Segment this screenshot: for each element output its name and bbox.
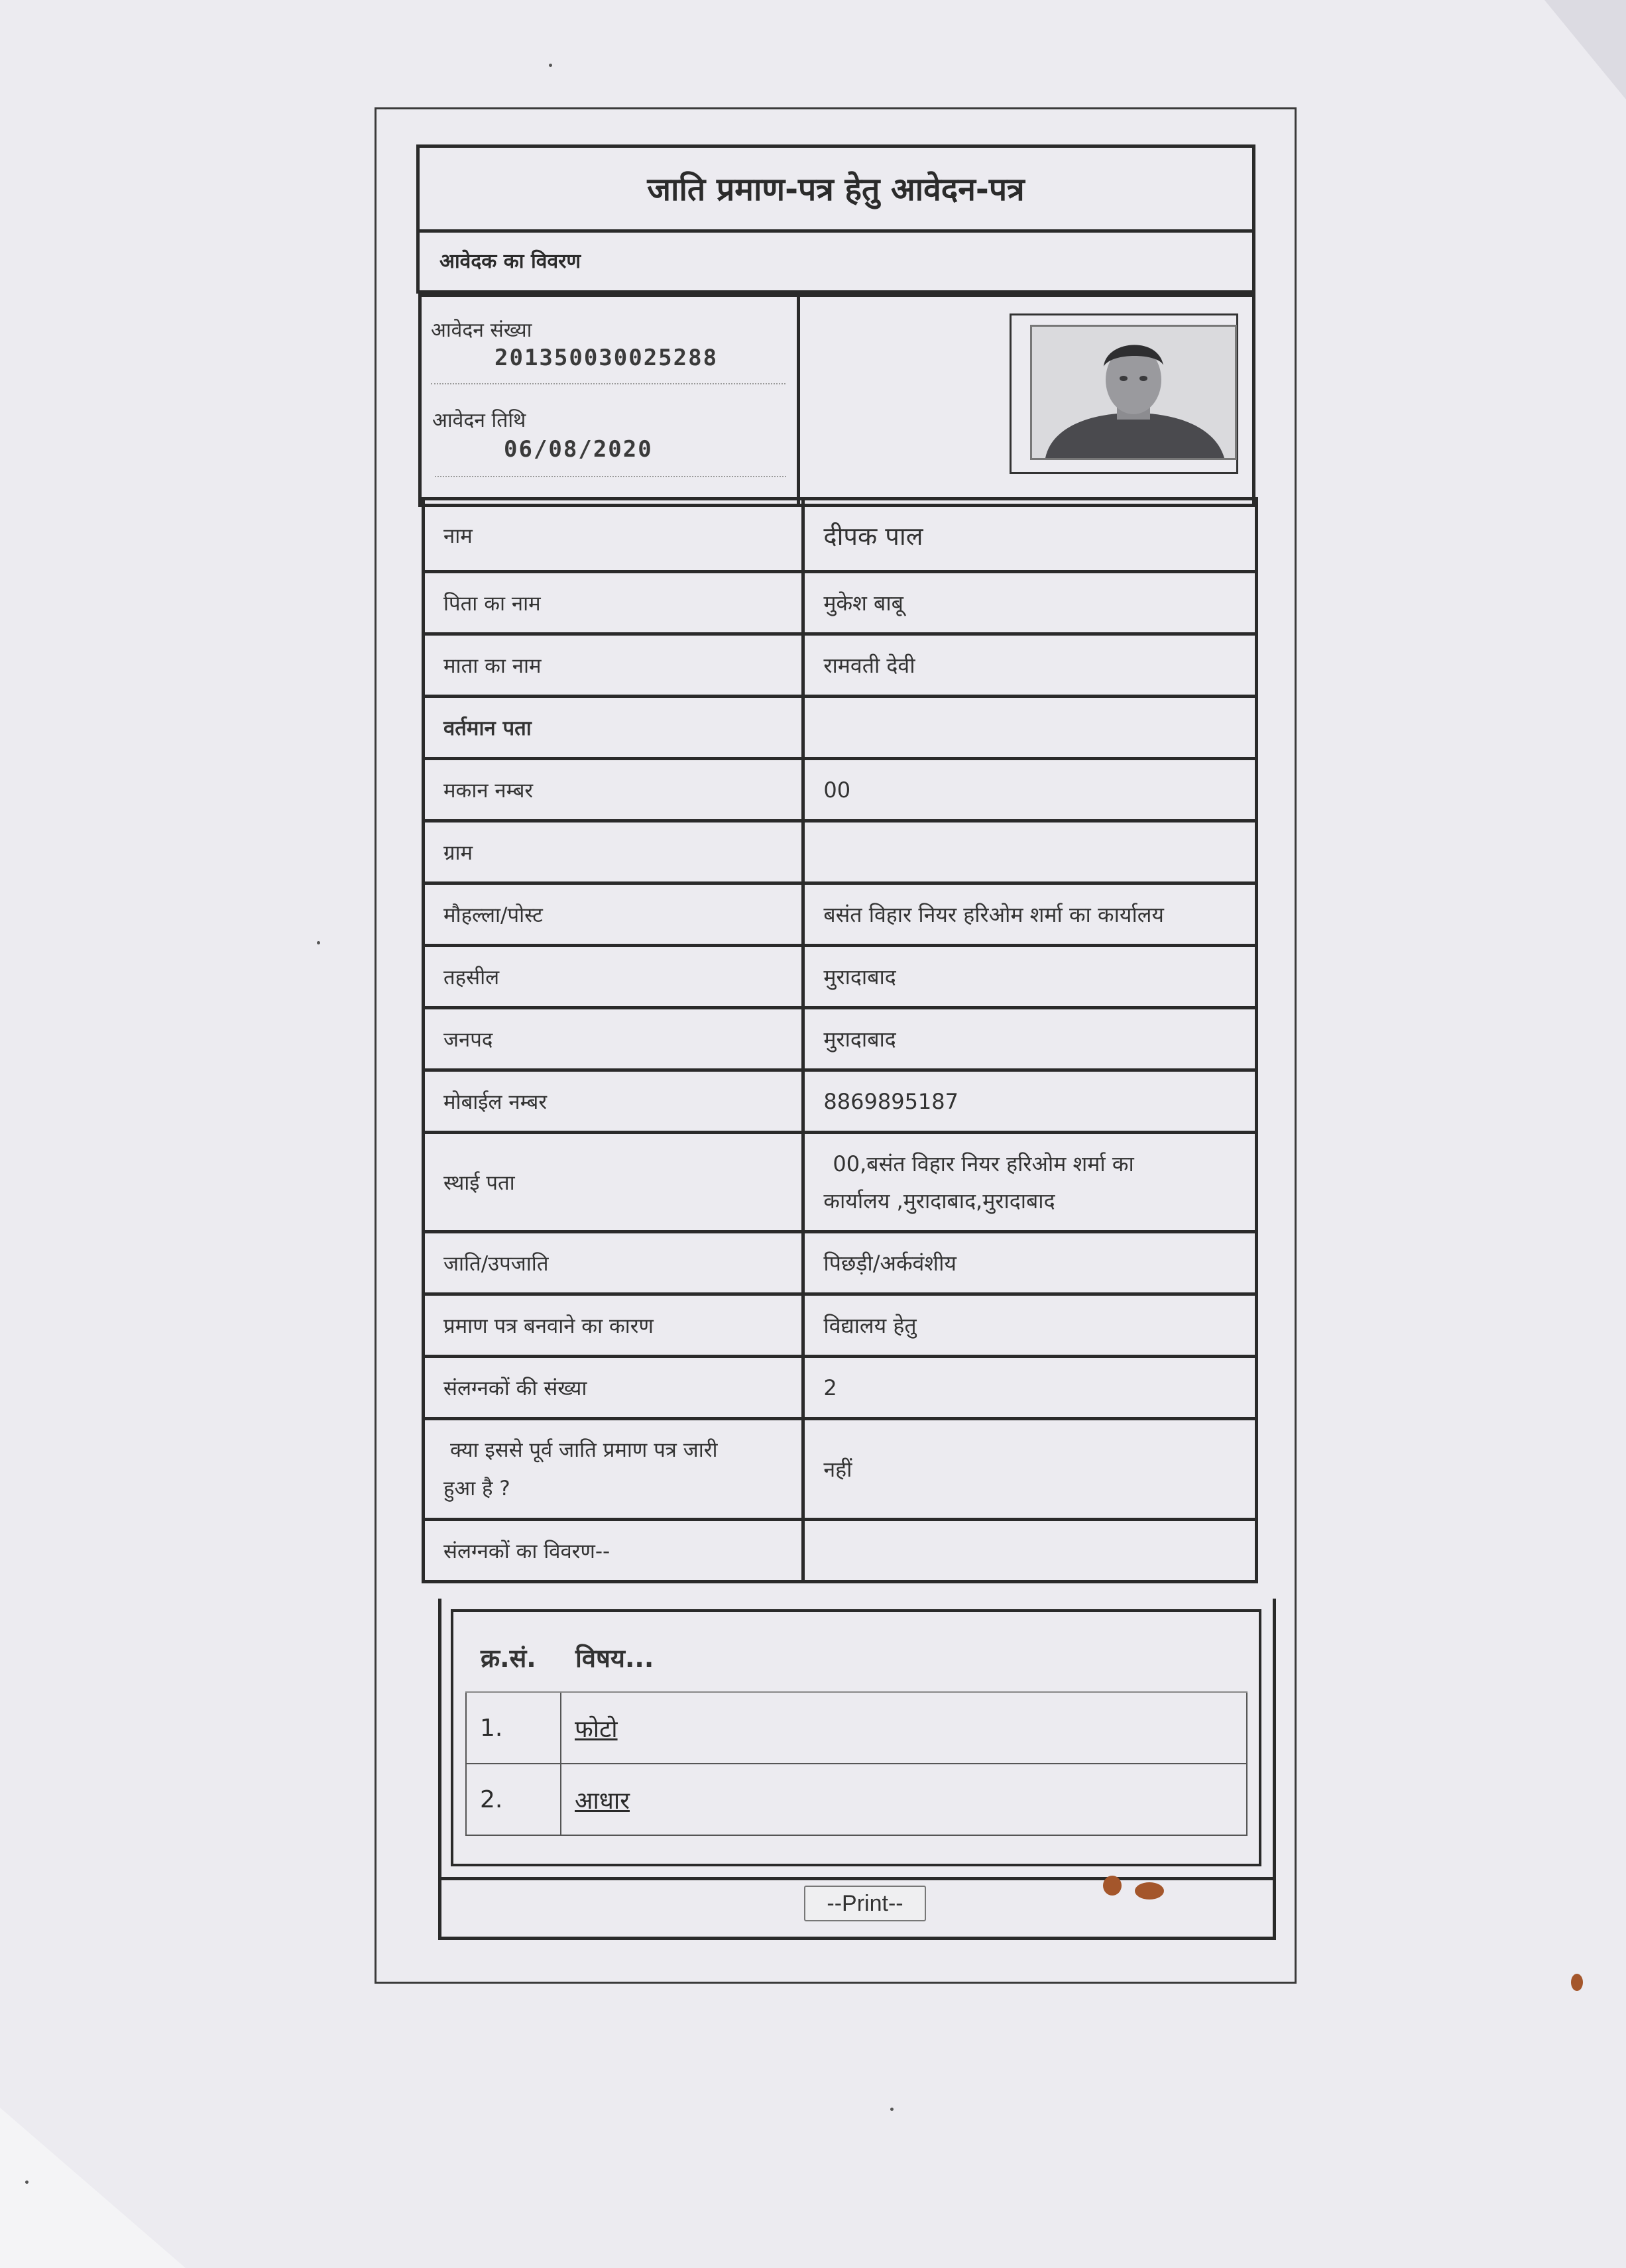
village-value bbox=[803, 821, 1257, 883]
table-row bbox=[466, 1692, 1247, 1764]
paper-stain bbox=[1135, 1882, 1164, 1899]
mother-name-value: रामवती देवी bbox=[803, 634, 1257, 697]
district-value: मुरादाबाद bbox=[803, 1008, 1257, 1070]
person-photo-icon bbox=[1032, 327, 1235, 458]
application-number-label: आवेदन संख्या bbox=[431, 319, 532, 342]
serial-column-header: क्र.सं. bbox=[466, 1624, 561, 1692]
paper-stain bbox=[1571, 1974, 1583, 1991]
section-heading: आवेदक का विवरण bbox=[439, 249, 581, 273]
application-date-value: 06/08/2020 bbox=[504, 436, 653, 463]
permanent-address-line1: 00,बसंत विहार नियर हरिओम शर्मा का bbox=[833, 1151, 1134, 1176]
table-row bbox=[424, 1232, 1257, 1294]
locality-post-value: बसंत विहार नियर हरिओम शर्मा का कार्यालय bbox=[803, 883, 1257, 946]
attachment-link-aadhaar[interactable]: आधार bbox=[575, 1787, 630, 1815]
paper-speck bbox=[890, 2108, 894, 2111]
caste-value: पिछड़ी/अर्कवंशीय bbox=[803, 1232, 1257, 1294]
reason-value: विद्यालय हेतु bbox=[803, 1294, 1257, 1357]
attachments-table bbox=[465, 1624, 1248, 1836]
table-row bbox=[424, 697, 1257, 759]
previous-certificate-value: नहीं bbox=[803, 1419, 1257, 1520]
attachment-serial: 1. bbox=[466, 1692, 561, 1764]
subject-column-header: विषय... bbox=[561, 1624, 1247, 1692]
father-name-value: मुकेश बाबू bbox=[803, 572, 1257, 634]
permanent-address-value bbox=[803, 1133, 1257, 1232]
application-number-value: 201350030025288 bbox=[494, 345, 719, 371]
name-value: दीपक पाल bbox=[803, 499, 1257, 572]
attachment-details-label: संलग्नकों का विवरण-- bbox=[424, 1520, 803, 1582]
table-row bbox=[424, 572, 1257, 634]
section-heading-box bbox=[416, 229, 1255, 294]
table-row bbox=[424, 634, 1257, 697]
table-row bbox=[424, 946, 1257, 1008]
table-row bbox=[424, 1070, 1257, 1133]
mother-name-label: माता का नाम bbox=[424, 634, 803, 697]
mobile-number-value: 8869895187 bbox=[803, 1070, 1257, 1133]
divider bbox=[435, 476, 786, 477]
attachment-serial: 2. bbox=[466, 1764, 561, 1835]
table-row bbox=[466, 1764, 1247, 1835]
reason-label: प्रमाण पत्र बनवाने का कारण bbox=[424, 1294, 803, 1357]
paper-speck bbox=[549, 64, 552, 67]
locality-post-label: मौहल्ला/पोस्ट bbox=[424, 883, 803, 946]
attachment-subject bbox=[561, 1692, 1247, 1764]
name-label: नाम bbox=[424, 499, 803, 572]
paper-speck bbox=[317, 941, 320, 944]
attachment-details-value bbox=[803, 1520, 1257, 1582]
application-date-label: आवेदन तिथि bbox=[432, 409, 526, 432]
table-row bbox=[424, 499, 1257, 572]
divider bbox=[431, 383, 785, 384]
table-row bbox=[424, 1133, 1257, 1232]
table-row bbox=[424, 1419, 1257, 1520]
attachment-count-value: 2 bbox=[803, 1357, 1257, 1419]
table-row bbox=[424, 883, 1257, 946]
attachment-link-photo[interactable]: फोटो bbox=[575, 1715, 618, 1743]
current-address-value bbox=[803, 697, 1257, 759]
attachment-count-label: संलग्नकों की संख्या bbox=[424, 1357, 803, 1419]
paper-stain bbox=[1103, 1876, 1122, 1896]
table-row bbox=[424, 821, 1257, 883]
table-row bbox=[424, 1294, 1257, 1357]
mobile-number-label: मोबाईल नम्बर bbox=[424, 1070, 803, 1133]
applicant-photo bbox=[1030, 325, 1237, 460]
previous-certificate-label bbox=[424, 1419, 803, 1520]
paper-speck bbox=[25, 2181, 29, 2184]
permanent-address-line2: कार्यालय ,मुरादाबाद,मुरादाबाद bbox=[823, 1188, 1055, 1214]
father-name-label: पिता का नाम bbox=[424, 572, 803, 634]
previous-certificate-label-line1: क्या इससे पूर्व जाति प्रमाण पत्र जारी bbox=[450, 1438, 718, 1462]
print-button[interactable]: --Print-- bbox=[804, 1886, 926, 1921]
attachments-header-row bbox=[466, 1624, 1247, 1692]
house-number-label: मकान नम्बर bbox=[424, 759, 803, 821]
form-title: जाति प्रमाण-पत्र हेतु आवेदन-पत्र bbox=[647, 171, 1025, 208]
table-row bbox=[424, 1520, 1257, 1582]
form-title-box bbox=[416, 144, 1255, 233]
table-row bbox=[424, 1357, 1257, 1419]
permanent-address-label: स्थाई पता bbox=[424, 1133, 803, 1232]
village-label: ग्राम bbox=[424, 821, 803, 883]
table-row bbox=[424, 1008, 1257, 1070]
table-row bbox=[424, 759, 1257, 821]
current-address-label: वर्तमान पता bbox=[424, 697, 803, 759]
house-number-value: 00 bbox=[803, 759, 1257, 821]
previous-certificate-label-line2: हुआ है ? bbox=[443, 1476, 510, 1501]
tehsil-label: तहसील bbox=[424, 946, 803, 1008]
caste-label: जाति/उपजाति bbox=[424, 1232, 803, 1294]
district-label: जनपद bbox=[424, 1008, 803, 1070]
tehsil-value: मुरादाबाद bbox=[803, 946, 1257, 1008]
attachment-subject bbox=[561, 1764, 1247, 1835]
details-table bbox=[422, 497, 1258, 1583]
